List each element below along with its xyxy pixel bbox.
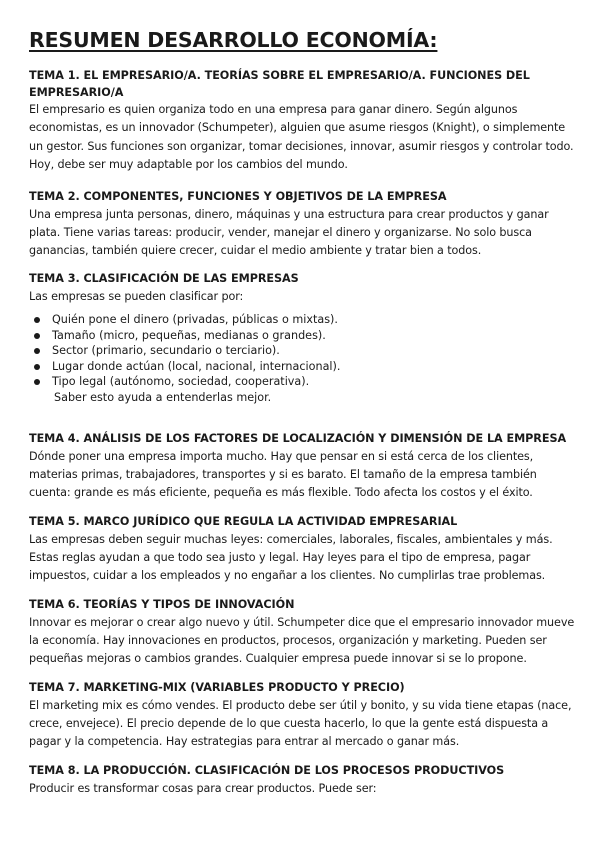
section-body: Una empresa junta personas, dinero, máquinas y una estructura para crear productos y ganar plata. Tiene varias tareas: producir, vender, manejar el dinero y organizarse. No solo busca ganancias, también quiere crecer, cuidar el medio ambiente y tratar bien a todos. bbox=[29, 207, 549, 258]
document-title: RESUMEN DESARROLLO ECONOMÍA: bbox=[29, 28, 438, 52]
section-body: Producir es transformar cosas para crear productos. Puede ser: bbox=[29, 781, 377, 795]
section-tema-3 bbox=[29, 271, 577, 406]
list-item: Tipo legal (autónomo, sociedad, cooperativa). bbox=[29, 374, 577, 390]
section-tema-5 bbox=[29, 514, 577, 586]
section-tema-8 bbox=[29, 763, 577, 798]
section-body: Innovar es mejorar o crear algo nuevo y útil. Schumpeter dice que el empresario innovador mueve la economía. Hay innovaciones en productos, procesos, organización y marketing. Pueden ser pequeñas mejoras o cambios grandes. Cualquier empresa puede innovar si se lo propone. bbox=[29, 615, 575, 666]
section-tema-2 bbox=[29, 189, 577, 261]
section-tema-6 bbox=[29, 597, 577, 669]
bullet-icon bbox=[34, 348, 40, 354]
section-body: Las empresas deben seguir muchas leyes: comerciales, laborales, fiscales, ambientales y más. Estas reglas ayudan a que todo sea justo y legal. Hay leyes para el tipo de empresa, pagar impuestos, cuidar a los empleados y no engañar a los clientes. No cumplirlas trae problemas. bbox=[29, 532, 553, 583]
classification-list bbox=[29, 312, 577, 390]
section-heading: TEMA 4. ANÁLISIS DE LOS FACTORES DE LOCALIZACIÓN Y DIMENSIÓN DE LA EMPRESA bbox=[29, 432, 567, 445]
list-item: Quién pone el dinero (privadas, públicas o mixtas). bbox=[29, 312, 577, 328]
section-body: El marketing mix es cómo vendes. El producto debe ser útil y bonito, y su vida tiene etapas (nace, crece, envejece). El precio depende de lo que cuesta hacerlo, lo que la gente está dispuesta a pagar y la competencia. Hay estrategias para entrar al mercado o ganar más. bbox=[29, 698, 572, 749]
section-body: El empresario es quien organiza todo en una empresa para ganar dinero. Según algunos economistas, es un innovador (Schumpeter), alguien que asume riesgos (Knight), o simplemente un gestor. Sus funciones son organizar, tomar decisiones, innovar, asumir riesgos y controlar todo. Hoy, debe ser muy adaptable por los cambios del mundo. bbox=[29, 103, 574, 172]
section-body: Las empresas se pueden clasificar por: bbox=[29, 289, 244, 303]
bullet-icon bbox=[34, 364, 40, 370]
bullet-icon bbox=[34, 333, 40, 339]
list-conclusion: Saber esto ayuda a entenderlas mejor. bbox=[54, 390, 272, 404]
section-body: Dónde poner una empresa importa mucho. Hay que pensar en si está cerca de los clientes, materias primas, trabajadores, transportes y si es barato. El tamaño de la empresa también cuenta: grande es más eficiente, pequeña es más flexible. Todo afecta los costos y el éxito. bbox=[29, 449, 537, 500]
bullet-icon bbox=[34, 379, 40, 385]
section-heading: TEMA 3. CLASIFICACIÓN DE LAS EMPRESAS bbox=[29, 272, 299, 285]
section-heading: TEMA 2. COMPONENTES, FUNCIONES Y OBJETIVOS DE LA EMPRESA bbox=[29, 190, 447, 203]
section-heading: TEMA 6. TEORÍAS Y TIPOS DE INNOVACIÓN bbox=[29, 598, 295, 611]
section-tema-7 bbox=[29, 680, 577, 752]
list-item: Tamaño (micro, pequeñas, medianas o grandes). bbox=[29, 328, 577, 344]
section-heading: TEMA 7. MARKETING-MIX (VARIABLES PRODUCTO Y PRECIO) bbox=[29, 681, 405, 694]
list-item: Lugar donde actúan (local, nacional, internacional). bbox=[29, 359, 577, 375]
section-heading: TEMA 8. LA PRODUCCIÓN. CLASIFICACIÓN DE LOS PROCESOS PRODUCTIVOS bbox=[29, 764, 505, 777]
section-tema-4 bbox=[29, 431, 577, 503]
list-item: Sector (primario, secundario o terciario). bbox=[29, 343, 577, 359]
section-heading: TEMA 5. MARCO JURÍDICO QUE REGULA LA ACTIVIDAD EMPRESARIAL bbox=[29, 515, 458, 528]
bullet-icon bbox=[34, 317, 40, 323]
section-tema-1 bbox=[29, 68, 577, 175]
section-heading: TEMA 1. EL EMPRESARIO/A. TEORÍAS SOBRE EL EMPRESARIO/A. FUNCIONES DEL EMPRESARIO/A bbox=[29, 69, 530, 99]
